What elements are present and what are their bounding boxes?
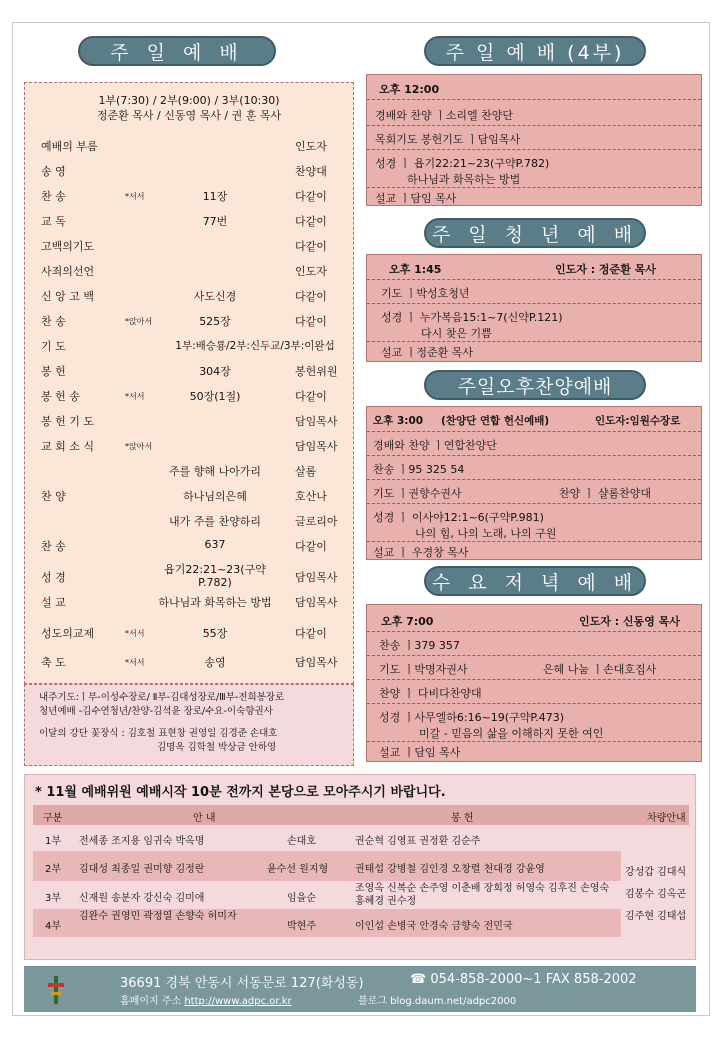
afternoon-line-1: 경배와 찬양 ㅣ연합찬양단 xyxy=(373,439,497,452)
header-car: 차량안내 xyxy=(647,813,686,824)
youth-worship-title: 주 일 청 년 예 배 xyxy=(424,218,646,248)
car-guide-column xyxy=(621,825,689,937)
afternoon-line-3: 기도 ㅣ권향수권사 xyxy=(373,487,462,500)
wednesday-line-2: 기도 ㅣ박명자권사 xyxy=(379,663,468,676)
order-row xyxy=(25,260,355,280)
youth-line-3: 다시 찾은 기쁨 xyxy=(421,327,492,340)
afternoon-event: (찬양단 연합 헌신예배) xyxy=(441,415,550,427)
order-item-label: 봉 헌 xyxy=(41,365,66,378)
sunday4-line-1: 경배와 찬양 ㅣ소리엘 찬양단 xyxy=(375,109,514,122)
table-row: 3부 신재원 송분자 강신숙 김미애 임을순 조영옥 신복순 손주영 이춘배 장희정 허영숙 김후진 손영숙 홍혜경 권수정 xyxy=(45,883,610,907)
sunday4-time: 오후 12:00 xyxy=(379,83,440,96)
order-item-note: *서서 xyxy=(125,192,145,201)
order-item-content: 525장 xyxy=(199,315,231,328)
order-item-leader: 인도자 xyxy=(295,265,327,278)
order-row xyxy=(25,285,355,305)
youth-leader: 인도자 : 정준환 목사 xyxy=(555,263,656,276)
order-item-leader: 다같이 xyxy=(295,290,327,303)
order-item-content: 1부:배승룡/2부:신두교/3부:이완섭 xyxy=(175,340,335,352)
ushers-panel xyxy=(24,774,696,960)
order-item-leader: 살롬 xyxy=(295,465,317,478)
afternoon-line-4: 찬양 ㅣ 샬롬찬양대 xyxy=(559,487,652,500)
order-item-leader: 담임목사 xyxy=(295,440,338,453)
order-item-content: 304장 xyxy=(199,365,231,378)
youth-line-2: 성경 ㅣ 누가복음15:1~7(신약P.121) xyxy=(381,311,563,324)
church-cross-icon xyxy=(48,976,64,1004)
order-row xyxy=(25,385,355,405)
header-gubun: 구분 xyxy=(43,813,63,824)
order-row xyxy=(25,622,355,642)
order-item-label: 사죄의선언 xyxy=(41,265,95,278)
table-row: 4부 김완수 권영민 곽정열 손향숙 허미자 박현주 이인섭 손병국 안경숙 금향숙 전민국 xyxy=(33,909,621,937)
car-guide-3: 김주현 김태섭 xyxy=(625,911,687,922)
order-row xyxy=(25,210,355,230)
youth-line-4: 설교 ㅣ정준환 목사 xyxy=(381,346,474,359)
wednesday-line-3: 은혜 나눔 ㅣ손대호집사 xyxy=(543,663,657,676)
order-item-content: 77번 xyxy=(202,215,228,228)
ushers-title: * 11월 예배위원 예배시작 10분 전까지 본당으로 모아주시기 바랍니다. xyxy=(35,785,446,800)
afternoon-line-2: 찬송 ㅣ95 325 54 xyxy=(373,463,465,476)
car-guide-2: 김봉수 김옥곤 xyxy=(625,889,687,900)
order-row xyxy=(25,360,355,380)
order-row xyxy=(25,235,355,255)
footer xyxy=(24,966,696,1012)
prayer-note-1: 내주기도:ㅣ부-이성수장로/ Ⅱ부-김대성장로/Ⅲ부-전희봉장로 xyxy=(39,692,285,703)
order-item-label: 설 교 xyxy=(41,596,66,609)
order-item-content: 내가 주를 찬양하리 xyxy=(168,515,261,528)
homepage-line xyxy=(120,992,292,1007)
order-row xyxy=(25,460,355,480)
order-item-content: 50장(1절) xyxy=(189,390,241,403)
order-item-content: 욥기22:21~23(구약P.782) xyxy=(164,563,266,589)
order-row xyxy=(25,135,355,155)
order-item-label: 성도의교제 xyxy=(41,627,95,640)
order-item-label: 교 회 소 식 xyxy=(41,440,94,453)
order-row xyxy=(25,410,355,430)
wednesday-worship-title: 수 요 저 녁 예 배 xyxy=(424,566,646,596)
wednesday-line-6: 미갈 - 믿음의 삶을 이해하지 못한 여인 xyxy=(419,727,604,740)
church-address: 36691 경북 안동시 서동문로 127(화성동) xyxy=(120,976,364,991)
order-item-note: *서서 xyxy=(125,629,145,638)
homepage-label: 홈페이지 주소 xyxy=(120,996,182,1007)
order-item-content: 11장 xyxy=(202,190,228,203)
order-item-note: *앉아서 xyxy=(125,317,153,326)
afternoon-line-6: 나의 힘, 나의 노래, 나의 구원 xyxy=(415,527,557,540)
order-row xyxy=(25,510,355,530)
order-item-content: 주를 향해 나아가리 xyxy=(168,465,261,478)
order-item-note: *서서 xyxy=(125,392,145,401)
order-item-leader: 다같이 xyxy=(295,315,327,328)
order-item-label: 교 독 xyxy=(41,215,66,228)
afternoon-time: 오후 3:00 xyxy=(373,415,424,427)
order-item-leader: 다같이 xyxy=(295,627,327,640)
flower-note-2: 김명옥 김학철 박상금 안하영 xyxy=(157,742,277,753)
order-row xyxy=(25,485,355,505)
wednesday-line-5: 성경 ㅣ사무엘하6:16~19(구약P.473) xyxy=(379,711,565,724)
order-item-note: *서서 xyxy=(125,658,145,667)
order-item-leader: 봉헌위원 xyxy=(295,365,338,378)
order-item-leader: 호산나 xyxy=(295,490,327,503)
blog-address: 블로그 blog.daum.net/adpc2000 xyxy=(358,996,517,1007)
afternoon-line-5: 성경 ㅣ 이사야12:1~6(구약P.981) xyxy=(373,511,544,524)
order-row xyxy=(25,335,355,355)
prayer-note-2: 청년예배 -김수연청년/찬양-김석윤 장로/수요-이숙향권사 xyxy=(39,706,273,717)
youth-line-1: 기도 ㅣ박성호청년 xyxy=(381,287,470,300)
wednesday-leader: 인도자 : 신동영 목사 xyxy=(579,615,680,628)
order-item-label: 고백의기도 xyxy=(41,240,95,253)
order-item-content: 송영 xyxy=(204,656,226,669)
order-item-leader: 다같이 xyxy=(295,215,327,228)
table-row: 2부 김대성 최종일 권미향 김정란 윤수선 원지형 권태섭 강병철 김인경 오창렬 천대경 강윤영 xyxy=(33,851,621,881)
sunday4-worship-title: 주 일 예 배 (4부) xyxy=(424,36,646,66)
sunday4-line-2: 목회기도 봉헌기도 ㅣ담임목사 xyxy=(375,133,521,146)
sunday4-box xyxy=(366,74,702,206)
order-item-label: 찬 송 xyxy=(41,540,66,553)
order-item-label: 찬 송 xyxy=(41,315,66,328)
church-phone: ☎ 054-858-2000~1 FAX 858-2002 xyxy=(410,972,637,987)
order-row xyxy=(25,651,355,671)
afternoon-box xyxy=(366,406,702,560)
order-item-leader: 다같이 xyxy=(295,240,327,253)
order-item-label: 송 영 xyxy=(41,165,66,178)
order-item-leader: 담임목사 xyxy=(295,656,338,669)
order-row xyxy=(25,160,355,180)
homepage-link[interactable]: http://www.adpc.or.kr xyxy=(184,996,292,1007)
sunday4-line-4: 하나님과 화목하는 방법 xyxy=(407,173,521,186)
order-row xyxy=(25,435,355,455)
order-item-label: 봉 헌 송 xyxy=(41,390,80,403)
order-row xyxy=(25,563,355,589)
afternoon-worship-title: 주일오후찬양예배 xyxy=(424,370,646,400)
afternoon-line-7: 설교 ㅣ 우경창 목사 xyxy=(373,546,469,559)
wednesday-time: 오후 7:00 xyxy=(381,615,434,628)
flower-note-1: 이달의 강단 꽃장식 : 김호철 표현창 권영일 김경준 손대호 xyxy=(39,728,278,739)
order-item-content: 55장 xyxy=(202,627,228,640)
wednesday-line-1: 찬송 ㅣ379 357 xyxy=(379,639,460,652)
wednesday-line-4: 찬양 ㅣ 다비다찬양대 xyxy=(379,687,482,700)
sunday4-line-5: 설교 ㅣ담임 목사 xyxy=(375,192,457,205)
order-row xyxy=(25,591,355,611)
order-item-label: 축 도 xyxy=(41,656,66,669)
youth-box xyxy=(366,254,702,362)
order-item-content: 하나님과 화목하는 방법 xyxy=(158,596,272,609)
order-item-leader: 담임목사 xyxy=(295,571,338,584)
wednesday-box xyxy=(366,604,702,762)
order-item-note: *앉아서 xyxy=(125,442,153,451)
order-item-leader: 담임목사 xyxy=(295,596,338,609)
order-item-label: 예배의 부름 xyxy=(41,140,98,153)
order-row xyxy=(25,310,355,330)
order-item-label: 신 앙 고 백 xyxy=(41,290,94,303)
order-item-content: 637 xyxy=(204,538,226,551)
order-item-label: 기 도 xyxy=(41,340,66,353)
order-item-content: 사도신경 xyxy=(193,290,237,303)
sunday-worship-title: 주 일 예 배 xyxy=(78,36,276,66)
sunday-order-panel xyxy=(24,82,354,684)
ushers-header xyxy=(33,805,689,825)
afternoon-leader: 인도자:임원수장로 xyxy=(595,415,681,427)
order-item-leader: 다같이 xyxy=(295,540,327,553)
wednesday-line-7: 설교 ㅣ담임 목사 xyxy=(379,746,461,759)
youth-time: 오후 1:45 xyxy=(389,263,442,276)
order-item-label: 봉 헌 기 도 xyxy=(41,415,94,428)
order-item-leader: 찬양대 xyxy=(295,165,327,178)
header-annae: 안 내 xyxy=(193,813,216,824)
order-row xyxy=(25,535,355,555)
order-item-leader: 글로리아 xyxy=(295,515,338,528)
order-item-leader: 다같이 xyxy=(295,390,327,403)
header-bongheon: 봉 헌 xyxy=(451,813,474,824)
order-item-label: 성 경 xyxy=(41,571,66,584)
order-item-content: 하나님의은혜 xyxy=(183,490,247,503)
sunday-notes xyxy=(24,684,354,766)
table-row: 1부 전세종 조지용 임귀숙 박옥명 손대호 권순혁 김영표 권정환 김순주 xyxy=(45,836,481,847)
order-item-leader: 담임목사 xyxy=(295,415,338,428)
order-item-leader: 인도자 xyxy=(295,140,327,153)
order-item-label: 찬 송 xyxy=(41,190,66,203)
sunday4-line-3: 성경 ㅣ 욥기22:21~23(구약P.782) xyxy=(375,157,550,170)
order-item-leader: 다같이 xyxy=(295,190,327,203)
order-row xyxy=(25,185,355,205)
order-item-label: 찬 양 xyxy=(41,490,66,503)
service-times: 1부(7:30) / 2부(9:00) / 3부(10:30) xyxy=(98,94,280,107)
car-guide-1: 강성갑 김대식 xyxy=(625,867,687,878)
service-pastors: 정준환 목사 / 신동영 목사 / 권 훈 목사 xyxy=(96,109,282,122)
